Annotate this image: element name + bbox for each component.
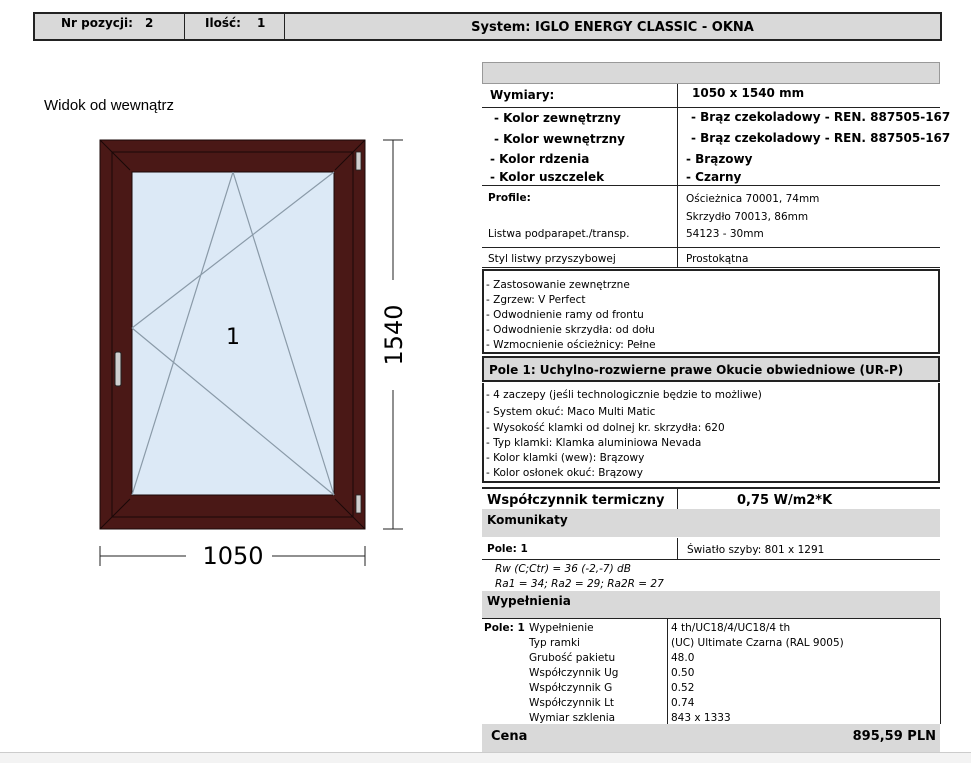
filling-row-value: 0.74 — [671, 697, 695, 709]
hinge-icon — [356, 495, 361, 513]
option-item: - Zastosowanie zewnętrzne — [486, 279, 630, 291]
messages-title-bar — [482, 509, 940, 537]
height-dimension: 1540 — [380, 304, 408, 366]
option-item: - Odwodnienie skrzydła: od dołu — [486, 324, 655, 336]
color-gasket-label: - Kolor uszczelek — [490, 170, 605, 184]
field-title-bar — [482, 356, 940, 382]
sill-label: Listwa podparapet./transp. — [488, 228, 630, 240]
filling-row-label: Typ ramki — [529, 637, 580, 649]
bead-row — [482, 248, 940, 268]
message-rw: Rw (C;Ctr) = 36 (-2,-7) dB — [495, 563, 631, 575]
profiles-block — [482, 186, 940, 248]
hardware-item: - Kolor klamki (wew): Brązowy — [486, 452, 645, 464]
filling-row-value: (UC) Ultimate Czarna (RAL 9005) — [671, 637, 844, 649]
dimensions-value: 1050 x 1540 mm — [692, 86, 805, 100]
option-item: - Odwodnienie ramy od frontu — [486, 309, 644, 321]
filling-row-label: Współczynnik Lt — [529, 697, 615, 709]
handle-icon — [115, 352, 121, 386]
bead-label: Styl listwy przyszybowej — [488, 253, 616, 265]
messages-title: Komunikaty — [487, 513, 568, 527]
message-row — [482, 538, 940, 560]
thermal-value: 0,75 W/m2*K — [737, 493, 833, 508]
color-core-value: - Brązowy — [686, 152, 753, 166]
message-ra: Ra1 = 34; Ra2 = 29; Ra2R = 27 — [495, 578, 664, 590]
position-label: Nr pozycji: — [61, 16, 133, 30]
sill-value: 54123 - 30mm — [686, 228, 764, 240]
position-cell — [35, 14, 185, 39]
color-gasket-value: - Czarny — [686, 170, 742, 184]
filling-row-value: 4 th/UC18/4/UC18/4 th — [671, 622, 791, 634]
price-value: 895,59 PLN — [852, 729, 936, 744]
color-exterior-value: - Brąz czekoladowy - REN. 887505-167 — [691, 110, 951, 124]
filling-field: Pole: 1 — [484, 622, 525, 634]
color-interior-label: - Kolor wewnętrzny — [494, 132, 625, 146]
quantity-value: 1 — [257, 16, 266, 30]
hinge-icon — [356, 152, 361, 170]
quantity-cell — [185, 14, 285, 39]
bead-value: Prostokątna — [686, 253, 749, 265]
colors-block — [482, 108, 951, 186]
filling-row-value: 843 x 1333 — [671, 712, 731, 724]
system-title: System: IGLO ENERGY CLASSIC - OKNA — [471, 20, 754, 35]
field-number: 1 — [226, 325, 240, 350]
hardware-item: - Kolor osłonek okuć: Brązowy — [486, 467, 643, 479]
hardware-item: - Typ klamki: Klamka aluminiowa Nevada — [486, 437, 702, 449]
spec-header-bar — [482, 62, 940, 84]
profile-sash-value: Skrzydło 70013, 86mm — [686, 211, 809, 223]
window-drawing — [90, 130, 420, 570]
bottom-scrollbar[interactable] — [0, 752, 971, 763]
filling-title-bar — [482, 591, 940, 618]
hardware-item: - System okuć: Maco Multi Matic — [486, 406, 656, 418]
option-item: - Wzmocnienie ościeżnicy: Pełne — [486, 339, 656, 351]
position-value: 2 — [145, 16, 154, 30]
hardware-block — [482, 383, 940, 483]
width-dimension: 1050 — [202, 542, 264, 570]
color-core-label: - Kolor rdzenia — [490, 152, 590, 166]
filling-title: Wypełnienia — [487, 594, 571, 608]
filling-row-label: Współczynnik G — [529, 682, 613, 694]
filling-row-label: Współczynnik Ug — [529, 667, 619, 679]
profile-label: Profile: — [488, 192, 531, 204]
message-glass: Światło szyby: 801 x 1291 — [687, 544, 825, 556]
filling-row-value: 0.50 — [671, 667, 695, 679]
thermal-row — [482, 487, 940, 509]
options-block — [482, 269, 940, 354]
filling-row-label: Grubość pakietu — [529, 652, 616, 664]
hardware-item: - 4 zaczepy (jeśli technologicznie będzie to możliwe) — [486, 389, 762, 401]
header-bar — [33, 12, 942, 41]
price-row — [482, 724, 940, 752]
color-exterior-label: - Kolor zewnętrzny — [494, 111, 621, 125]
price-label: Cena — [491, 729, 528, 744]
option-item: - Zgrzew: V Perfect — [486, 294, 586, 306]
color-interior-value: - Brąz czekoladowy - REN. 887505-167 — [691, 131, 951, 145]
filling-row-label: Wymiar szklenia — [529, 712, 616, 724]
filling-row-value: 0.52 — [671, 682, 695, 694]
dimensions-row — [482, 84, 940, 108]
message-field: Pole: 1 — [487, 543, 528, 555]
hardware-item: - Wysokość klamki od dolnej kr. skrzydła: 620 — [486, 422, 725, 434]
dimensions-label: Wymiary: — [490, 88, 555, 102]
profile-frame-value: Ościeżnica 70001, 74mm — [686, 193, 820, 205]
filling-row-label: Wypełnienie — [529, 622, 594, 634]
thermal-label: Współczynnik termiczny — [487, 493, 665, 508]
field-title: Pole 1: Uchylno-rozwierne prawe Okucie obwiedniowe (UR-P) — [489, 363, 904, 377]
view-label: Widok od wewnątrz — [44, 97, 175, 114]
quantity-label: Ilość: — [205, 16, 241, 30]
filling-block — [482, 618, 940, 724]
filling-row-value: 48.0 — [671, 652, 695, 664]
